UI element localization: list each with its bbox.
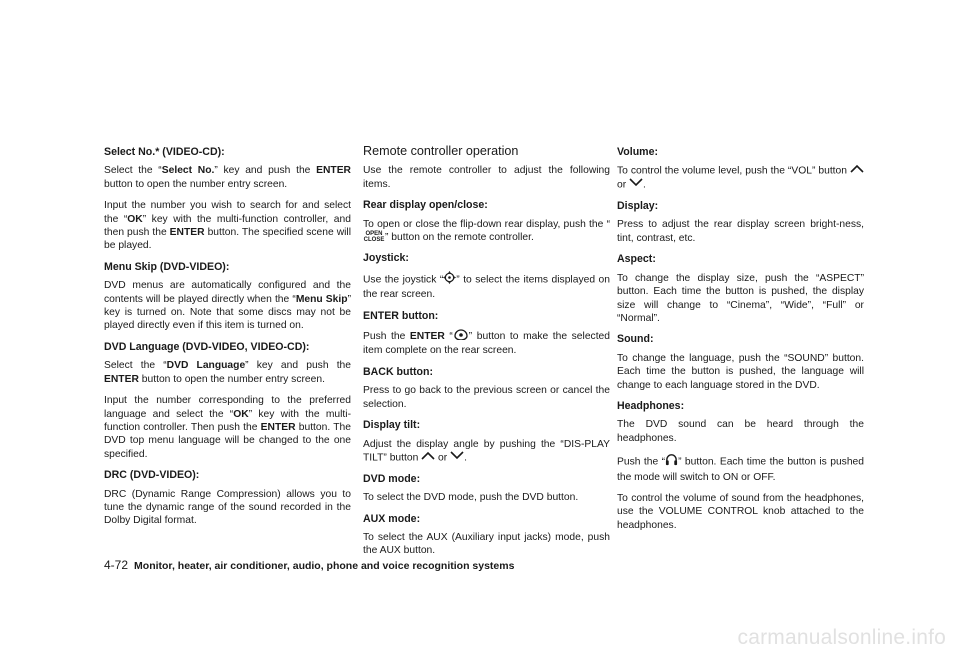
text: Select the “: [104, 360, 167, 372]
display-heading: Display:: [617, 200, 659, 213]
display-tilt-heading: Display tilt:: [363, 419, 421, 432]
text: ” key with the multi-function controller, and then push the: [104, 213, 351, 239]
enter-label: ENTER: [104, 373, 139, 385]
volume-paragraph: [617, 164, 864, 192]
text: “: [444, 330, 453, 342]
text: ” key and push the: [245, 360, 352, 372]
text: or: [617, 179, 630, 191]
select-no-key-label: Select No.: [161, 165, 215, 177]
text: button. The DVD top menu language will be changed to the one specified.: [104, 421, 351, 460]
page-number: 4-72: [104, 558, 129, 572]
column-1: [104, 146, 351, 536]
ok-key-label: OK: [127, 213, 143, 225]
display-paragraph: Press to adjust the rear display screen bright-ness, tint, contrast, etc.: [617, 219, 864, 244]
text: Input the number you wish to search for and select the “: [104, 200, 351, 225]
dvd-language-key-label: DVD Language: [166, 360, 246, 372]
back-button-heading: BACK button:: [363, 365, 434, 378]
aux-mode-paragraph: To select the AUX (Auxiliary input jacks) mode, push the AUX button.: [363, 531, 610, 557]
text: ” key with the multi-function controller. Then push the: [104, 408, 351, 433]
column-2: [363, 146, 610, 566]
text: Adjust the display angle by pushing the “DIS-PLAY TILT” button: [363, 438, 610, 464]
joystick-heading: Joystick:: [363, 252, 409, 265]
drc-paragraph: DRC (Dynamic Range Compression) allows you to tune the dynamic range of the sound recorded in the Dolby Digital format.: [104, 488, 351, 527]
text: ” key and push the: [214, 165, 317, 177]
menu-skip-key-label: Menu Skip: [295, 293, 348, 305]
chevron-down-icon: [629, 178, 643, 191]
enter-button-heading: ENTER button:: [363, 309, 439, 322]
text: button to open the number entry screen.: [138, 373, 325, 385]
text: ” key is turned on. Note that some discs may not be played directly even if this item is turned on.: [104, 293, 351, 332]
section-title: Remote controller operation: [363, 144, 519, 158]
headphones-icon: [665, 453, 678, 470]
open-close-icon: [363, 231, 385, 243]
intro-paragraph: Use the remote controller to adjust the following items.: [363, 165, 610, 190]
enter-dot-icon: [453, 328, 469, 344]
chevron-up-icon: [850, 164, 864, 177]
text: ” button on the remote controller.: [385, 232, 534, 244]
text: To open or close the flip-down rear display, push the “: [363, 218, 610, 230]
text: DVD menus are automatically configured and the contents will be played directly when the “: [104, 280, 351, 305]
enter-label: ENTER: [409, 330, 445, 342]
enter-button-paragraph: [363, 328, 610, 358]
sound-paragraph: To change the language, push the “SOUND” button. Each time the button is pushed, the language will change to each language stored in the DVD.: [617, 352, 864, 391]
watermark: carmanualsonline.info: [737, 626, 946, 649]
aux-mode-heading: AUX mode:: [363, 512, 421, 525]
dvd-language-paragraph-1: [104, 359, 351, 386]
sound-heading: Sound:: [617, 333, 654, 346]
text: button to open the number entry screen.: [104, 178, 288, 190]
chevron-down-icon: [450, 451, 464, 464]
open-label: OPEN: [365, 231, 383, 238]
text: ” to select the items displayed on the rear screen.: [363, 274, 610, 301]
headphones-paragraph-2: [617, 453, 864, 484]
dvd-language-heading: DVD Language (DVD-VIDEO, VIDEO-CD):: [104, 340, 310, 353]
text: Push the “: [617, 456, 666, 468]
menu-skip-heading: Menu Skip (DVD-VIDEO):: [104, 260, 230, 273]
dvd-language-paragraph-2: [104, 394, 351, 461]
text: .: [464, 452, 467, 464]
text: Input the number corresponding to the preferred language and select the “: [104, 395, 351, 420]
text: Select the “: [104, 165, 162, 177]
text: Push the: [363, 330, 410, 342]
chevron-up-icon: [421, 451, 435, 464]
back-button-paragraph: Press to go back to the previous screen or cancel the selection.: [363, 385, 610, 410]
headphones-paragraph-3: To control the volume of sound from the headphones, use the VOLUME CONTROL knob attached to the headphones.: [617, 492, 864, 531]
headphones-heading: Headphones:: [617, 399, 685, 412]
text: .: [643, 179, 646, 191]
joystick-paragraph: [363, 271, 610, 302]
dvd-mode-paragraph: To select the DVD mode, push the DVD button.: [363, 492, 579, 504]
menu-skip-paragraph: [104, 279, 351, 333]
ok-key-label: OK: [233, 408, 249, 420]
aspect-heading: Aspect:: [617, 253, 656, 266]
enter-label: ENTER: [169, 227, 205, 239]
rear-display-heading: Rear display open/close:: [363, 199, 488, 212]
dvd-mode-heading: DVD mode:: [363, 472, 421, 485]
aspect-paragraph: To change the display size, push the “ASPECT” button. Each time the button is pushed, the display size will change to “Cinema”, “Wide”, “Full” or “Normal”.: [617, 272, 864, 324]
text: ” button to make the selected item complete on the rear screen.: [363, 330, 611, 357]
page-footer: [104, 558, 514, 572]
close-label: CLOSE: [363, 237, 385, 244]
text: To control the volume level, push the “VOL” button: [617, 165, 850, 177]
headphones-paragraph-1: The DVD sound can be heard through the headphones.: [617, 419, 864, 444]
text: button. The specified scene will be played.: [104, 227, 352, 252]
display-tilt-paragraph: [363, 438, 610, 465]
enter-label: ENTER: [260, 421, 296, 433]
text: ” button. Each time the button is pushed the mode will switch to ON or OFF.: [617, 456, 865, 483]
select-no-paragraph-1: [104, 164, 351, 191]
chapter-title: Monitor, heater, air conditioner, audio, phone and voice recognition systems: [134, 560, 515, 572]
select-no-heading: Select No.* (VIDEO-CD):: [104, 146, 225, 158]
drc-heading: DRC (DVD-VIDEO):: [104, 469, 200, 482]
volume-heading: Volume:: [617, 146, 659, 158]
column-3: [617, 146, 864, 540]
enter-label: ENTER: [316, 165, 351, 177]
text: Use the joystick “: [363, 274, 444, 286]
rear-display-paragraph: [363, 218, 610, 245]
text: or: [435, 452, 451, 464]
select-no-paragraph-2: [104, 199, 351, 253]
joystick-icon: [443, 271, 456, 288]
